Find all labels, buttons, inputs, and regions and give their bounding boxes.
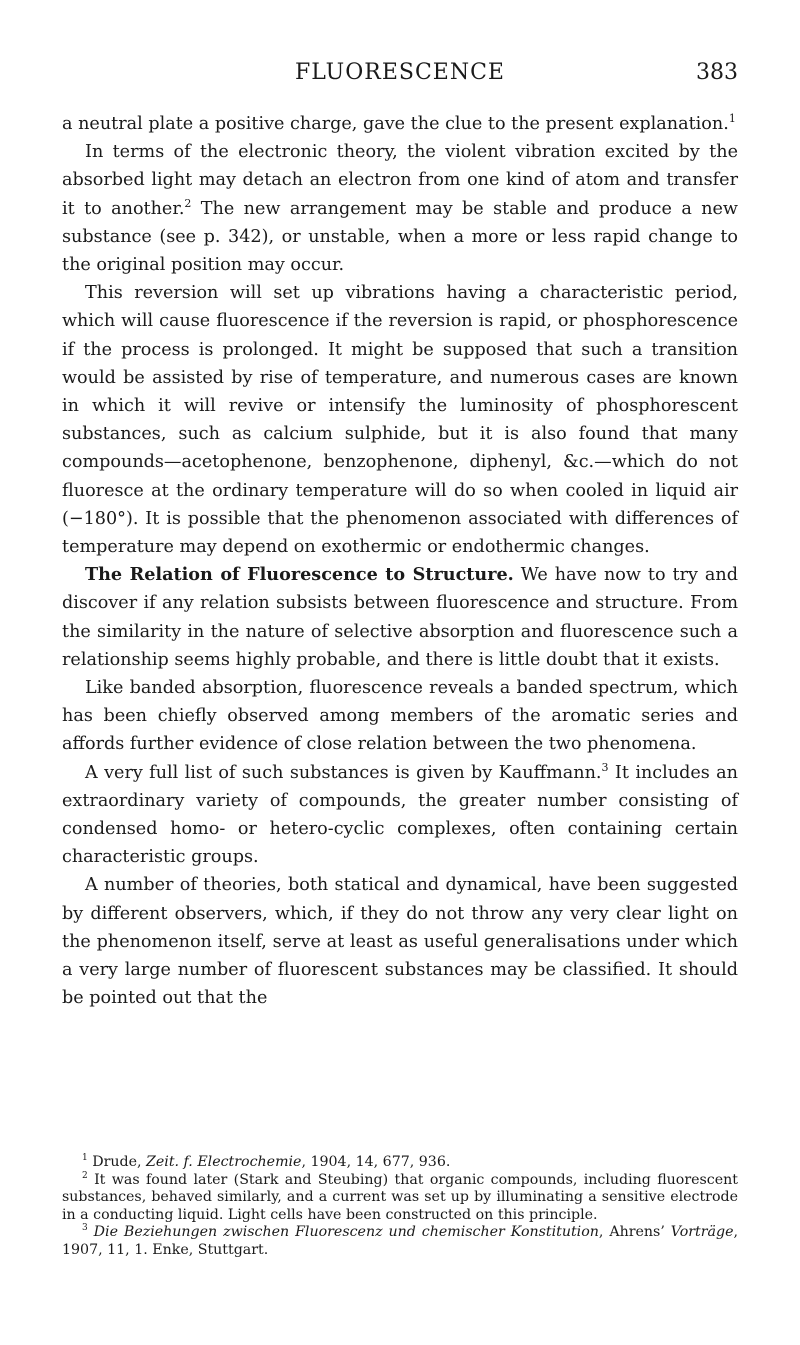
footnote-3-title: Die Beziehungen zwischen Fluorescenz und chemischer Konstitution [87, 1224, 599, 1241]
running-title: FLUORESCENCE [295, 60, 505, 85]
paragraph-7: A number of theories, both statical and dynamical, have been suggested by different observers, which, if they do not throw any very clear light on the phenomenon itself, serve at least as useful generalisations under which a very large number of fluorescent substances may be classified. It should be pointed out that the [62, 875, 738, 1009]
footnote-1 [62, 1154, 738, 1172]
footnote-2-number: 2 [82, 1170, 88, 1181]
footnote-3-series: Vorträge [670, 1224, 734, 1241]
paragraph-2 [62, 138, 738, 279]
paragraph-2-part1: In terms of the electronic theory, the violent vibration excited by the absorbed light may detach an electron from one kind of atom and transfer it to another. [62, 142, 738, 219]
paragraph-2-part2: The new arrangement may be stable and produce a new substance (see p. 342), or unstable, when a more or less rapid change to the original position may occur. [62, 198, 738, 276]
paragraph-6-part2: It includes an extraordinary variety of compounds, the greater number consisting of condensed homo- or hetero-cyclic complexes, often containing certain characteristic groups. [62, 762, 739, 868]
footnote-3 [62, 1224, 738, 1259]
paragraph-4 [62, 561, 738, 674]
page-number: 383 [696, 60, 738, 85]
footnote-ref-2: 2 [184, 196, 192, 210]
paragraph-5: Like banded absorption, fluorescence reveals a banded spectrum, which has been chiefly observed among members of the aromatic series and affords further evidence of close relation between the two phenomena. [62, 678, 738, 755]
footnote-1-pre: Drude, [87, 1154, 147, 1170]
footnote-ref-3: 3 [601, 760, 609, 774]
paragraph-4-text: We have now to try and discover if any relation subsists between fluorescence and structure. From the similarity in the nature of selective absorption and fluorescence such a relationship seems highly probable, and there is little doubt that it exists. [62, 565, 739, 670]
paragraph-6-part1: A very full list of such substances is given by Kauffmann. [85, 762, 602, 783]
footnote-1-journal: Zeit. f. Electrochemie [146, 1154, 302, 1170]
section-heading: The Relation of Fluorescence to Structure. [85, 564, 514, 586]
footnote-ref-1: 1 [728, 112, 736, 125]
page-header [0, 60, 800, 92]
footnote-2 [62, 1172, 738, 1225]
paragraph-6 [62, 759, 738, 872]
paragraph-1-text: a neutral plate a positive charge, gave the clue to the present explanation. [62, 114, 729, 134]
footnotes [62, 1154, 738, 1260]
footnote-3-post: , 1907, 11, 1. Enke, Stuttgart. [62, 1224, 738, 1258]
body-text [62, 110, 738, 1013]
footnote-2-text: It was found later (Stark and Steubing) that organic compounds, including fluorescent substances, behaved similarly, and a current was set up by illuminating a sensitive electrode in a conducting liquid. Light cells have been constructed on this principle. [62, 1171, 738, 1223]
footnote-1-number: 1 [82, 1153, 88, 1163]
footnote-1-post: , 1904, 14, 677, 936. [301, 1154, 451, 1170]
paragraph-1 [62, 110, 738, 138]
footnote-3-mid: , Ahrens’ [598, 1224, 671, 1241]
paragraph-3: This reversion will set up vibrations having a characteristic period, which will cause fluorescence if the reversion is rapid, or phosphorescence if the process is prolonged. It might be supposed that such a transition would be assisted by rise of temperature, and numerous cases are known in which it will revive or intensify the luminosity of phosphorescent substances, such as calcium sulphide, but it is also found that many compounds—acetophenone, benzophenone, diphenyl, &c.—which do not fluoresce at the ordinary temperature will do so when cooled in liquid air (−180°). It is possible that the phenomenon associated with differences of temperature may depend on exothermic or endothermic changes. [62, 283, 738, 558]
footnote-3-number: 3 [82, 1223, 88, 1234]
